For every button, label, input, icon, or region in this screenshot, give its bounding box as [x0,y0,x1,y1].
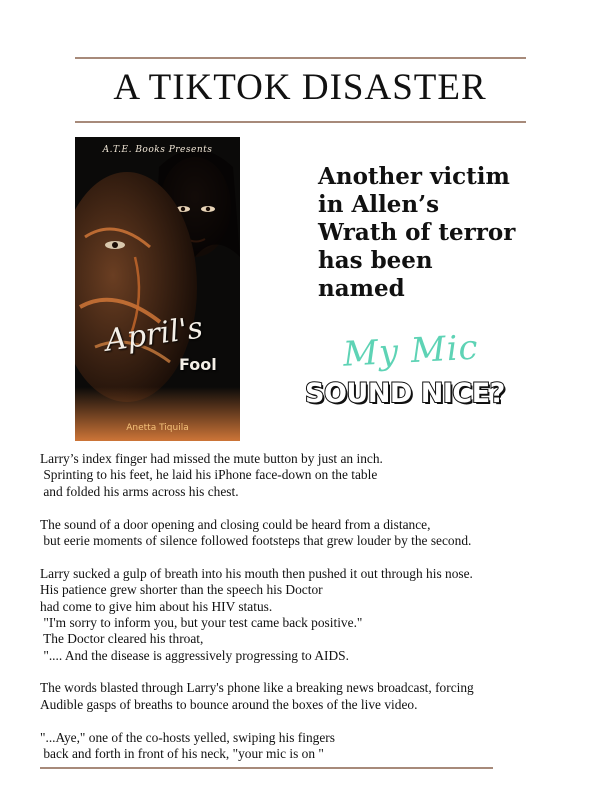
story-line: and folded his arms across his chest. [40,483,239,499]
story-line: Larry’s index finger had missed the mute button by just an inch. [40,451,383,466]
title-divider [75,121,526,123]
headline-line: in Allen’s [318,191,440,218]
headline-line: named [318,275,405,302]
story-line: The words blasted through Larry's phone like a breaking news broadcast, forcing [40,680,474,696]
story-line: Larry sucked a gulp of breath into his mouth then pushed it out through his nose. [40,565,473,581]
cover-title-line2: Fool [179,355,217,374]
top-divider [75,57,526,59]
headline-line: has been [318,247,433,274]
story-line: but eerie moments of silence followed footsteps that grew louder by the second. [40,532,472,548]
story-line: His patience grew shorter than the speech his Doctor [40,582,323,598]
page-title: A TIKTOK DISASTER [113,67,487,108]
sound-nice-text: SOUND NICE? [305,378,505,409]
story-line: "I'm sorry to inform you, but your test came back positive." [40,614,363,630]
cover-title-line1: April's [103,310,206,359]
story-line: had come to give him about his HIV status. [40,598,273,614]
story-line: The sound of a door opening and closing could be heard from a distance, [40,516,431,532]
story-line: ".... And the disease is aggressively progressing to AIDS. [40,647,349,663]
cover-publisher: A.T.E. Books Presents [102,145,213,155]
headline-line: Another victim [318,163,510,190]
cover-author: Anetta Tiquila [126,423,189,433]
story-line: Sprinting to his feet, he laid his iPhone face-down on the table [40,467,378,483]
story-line: The Doctor cleared his throat, [40,631,204,647]
story-body [40,451,580,762]
mic-script-text: My Mic [342,327,480,375]
headline-line: Wrath of terror [318,219,516,246]
story-line: Audible gasps of breaths to bounce around the boxes of the live video. [40,696,418,712]
book-cover-image [75,137,240,441]
bottom-divider [40,767,493,769]
book-cover-art [75,137,240,441]
story-line: back and forth in front of his neck, "your mic is on " [40,746,324,762]
story-line: "...Aye," one of the co-hosts yelled, swiping his fingers [40,729,335,745]
headline [318,163,548,303]
